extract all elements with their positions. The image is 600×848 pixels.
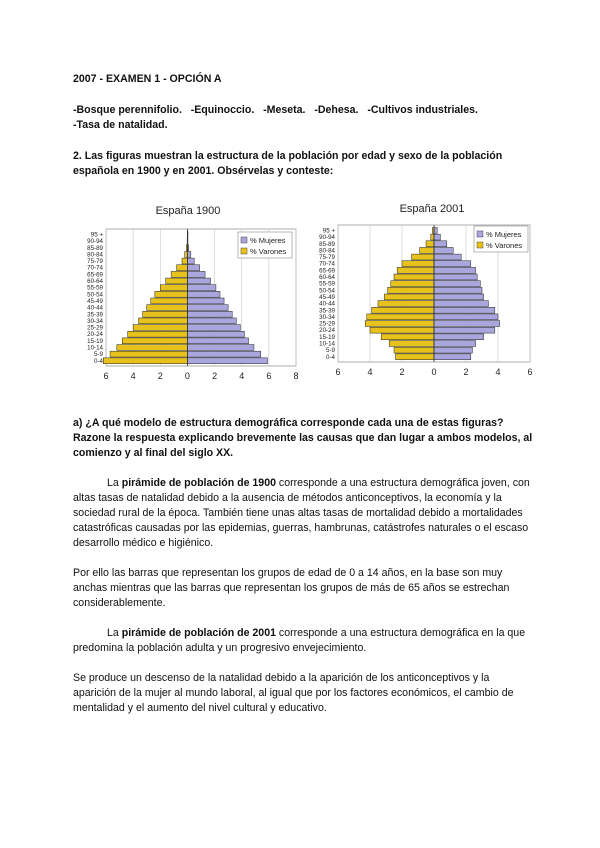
- age-label: 75-79: [87, 258, 103, 266]
- bar-mujeres: [434, 254, 461, 260]
- legend-swatch: [241, 248, 247, 254]
- bar-varones: [370, 327, 434, 333]
- bar-varones: [394, 274, 434, 280]
- age-label: 50-54: [87, 291, 103, 299]
- bar-mujeres: [434, 228, 437, 234]
- x-tick-label: 6: [335, 367, 341, 377]
- bar-varones: [166, 278, 188, 284]
- x-tick-label: 2: [463, 367, 469, 377]
- age-label: 55-59: [87, 284, 103, 292]
- bar-mujeres: [187, 278, 210, 284]
- age-label: 45-49: [319, 293, 335, 301]
- age-label: 65-69: [319, 267, 335, 275]
- bar-mujeres: [187, 338, 248, 344]
- age-label: 30-34: [319, 313, 335, 321]
- age-label: 60-64: [319, 274, 335, 281]
- age-label: 95 +: [322, 227, 335, 235]
- question-a: a) ¿A qué modelo de estructura demográfica corresponde cada una de estas figuras? Razone la respuesta explicando brevemente las causas que dan lugar a ambos modelos, al comienzo y al final del siglo XX.: [73, 417, 533, 459]
- bar-mujeres: [434, 281, 480, 287]
- legend-swatch: [477, 231, 483, 237]
- age-label: 85-89: [319, 240, 335, 248]
- page-title: 2007 - EXAMEN 1 - OPCIÓN A: [73, 73, 222, 85]
- bar-mujeres: [187, 291, 220, 297]
- x-tick-label: 6: [103, 371, 109, 381]
- x-tick-label: 4: [495, 367, 501, 377]
- age-label: 15-19: [87, 337, 103, 345]
- bar-varones: [171, 271, 187, 277]
- x-tick-label: 8: [293, 371, 299, 381]
- bar-mujeres: [187, 258, 194, 264]
- legend-label: % Varones: [250, 247, 287, 256]
- age-label: 55-59: [319, 280, 335, 288]
- age-label: 10-14: [319, 340, 335, 348]
- question-2: 2. Las figuras muestran la estructura de la población por edad y sexo de la población española en 1900 y en 2001. Obsérvelas y conteste:: [73, 150, 503, 177]
- bar-varones: [122, 338, 187, 344]
- age-label: 50-54: [319, 287, 335, 295]
- age-label: 95 +: [90, 231, 103, 239]
- bar-varones: [397, 267, 434, 273]
- bar-varones: [177, 265, 188, 271]
- bar-mujeres: [187, 325, 240, 331]
- bar-varones: [128, 331, 188, 337]
- bar-mujeres: [434, 247, 453, 253]
- bar-mujeres: [434, 234, 440, 240]
- bar-varones: [365, 321, 434, 327]
- bar-mujeres: [434, 267, 476, 273]
- bar-varones: [412, 254, 434, 260]
- age-label: 20-24: [319, 327, 335, 335]
- bar-varones: [117, 345, 188, 351]
- bar-varones: [426, 241, 434, 247]
- p2: Por ello las barras que representan los grupos de edad de 0 a 14 años, en la base son muy anchas mientras que las barras que representan los grupos de más de 65 años se estrechan considerablemente.: [73, 567, 510, 609]
- chart-title: España 1900: [155, 205, 221, 217]
- bar-mujeres: [187, 305, 228, 311]
- bar-mujeres: [434, 354, 471, 360]
- bar-varones: [384, 294, 434, 300]
- x-tick-label: 4: [130, 371, 136, 381]
- age-label: 40-44: [87, 304, 103, 312]
- bar-varones: [372, 307, 434, 313]
- x-tick-label: 0: [184, 371, 190, 381]
- bar-varones: [431, 234, 434, 240]
- bar-varones: [402, 261, 434, 267]
- answer-paragraph-3: [73, 626, 535, 656]
- age-label: 5-9: [94, 351, 103, 359]
- chart-2001: [314, 192, 550, 390]
- p3-bold: pirámide de población de 2001: [121, 627, 276, 639]
- age-label: 70-74: [319, 260, 335, 268]
- bar-mujeres: [187, 285, 216, 291]
- bar-varones: [396, 354, 434, 360]
- age-label: 80-84: [87, 251, 103, 259]
- bar-mujeres: [434, 347, 472, 353]
- legend-swatch: [241, 237, 247, 243]
- bar-varones: [155, 291, 188, 297]
- x-tick-label: 2: [212, 371, 218, 381]
- answer-paragraph-1: [73, 476, 535, 551]
- pyramid-2001-svg: [314, 192, 550, 390]
- age-label: 35-39: [87, 311, 103, 319]
- bar-varones: [391, 281, 434, 287]
- bar-varones: [103, 358, 187, 364]
- bar-varones: [143, 311, 188, 317]
- chart-title: España 2001: [399, 203, 465, 215]
- bar-mujeres: [434, 334, 484, 340]
- bar-mujeres: [434, 314, 498, 320]
- bar-varones: [133, 325, 187, 331]
- age-label: 15-19: [319, 333, 335, 341]
- legend-label: % Mujeres: [486, 230, 522, 239]
- bar-varones: [394, 347, 434, 353]
- bar-mujeres: [187, 271, 205, 277]
- legend: [238, 232, 292, 258]
- bar-mujeres: [187, 251, 190, 257]
- p3-post: corresponde a una estructura demográfica en la que predomina la población adulta y un progresivo envejecimiento.: [73, 627, 526, 654]
- bar-varones: [367, 314, 434, 320]
- age-label: 90-94: [319, 234, 335, 242]
- age-label: 90-94: [87, 238, 103, 246]
- age-label: 80-84: [319, 247, 335, 255]
- bar-mujeres: [187, 265, 199, 271]
- age-label: 30-34: [87, 317, 103, 325]
- bar-mujeres: [434, 321, 500, 327]
- p3-pre: La: [107, 627, 122, 639]
- age-label: 45-49: [87, 297, 103, 305]
- p1-post: corresponde a una estructura demográfica joven, con altas tasas de natalidad debido a la ausencia de métodos anticonceptivos, la economía y la sociedad rural de la época. También tiene unas altas tasas de mortalidad debido a mortalidades catastróficas causadas por las epidemias, guerras, hambrunas, catástrofes naturales o el escaso desarrollo médico e higiénico.: [73, 477, 530, 549]
- age-label: 65-69: [87, 271, 103, 279]
- age-label: 10-14: [87, 344, 103, 352]
- bar-mujeres: [434, 327, 495, 333]
- x-tick-label: 4: [239, 371, 245, 381]
- bar-varones: [381, 334, 434, 340]
- answer-paragraph-4: [73, 671, 535, 716]
- x-tick-label: 4: [367, 367, 373, 377]
- bar-varones: [147, 305, 188, 311]
- bar-varones: [151, 298, 188, 304]
- bar-mujeres: [434, 294, 484, 300]
- p4: Se produce un descenso de la natalidad debido a la aparición de los anticonceptivos y la aparición de la mujer al mundo laboral, al igual que por los factores económicos, el cambio de mentalidad y el aumento del nivel cultural y educativo.: [73, 672, 514, 714]
- p1-bold: pirámide de población de 1900: [121, 477, 276, 489]
- age-label: 85-89: [87, 244, 103, 252]
- bar-mujeres: [187, 298, 224, 304]
- age-label: 70-74: [87, 264, 103, 272]
- age-label: 0-4: [94, 357, 103, 365]
- bar-varones: [389, 341, 434, 347]
- age-label: 60-64: [87, 278, 103, 285]
- bar-mujeres: [434, 261, 471, 267]
- age-label: 25-29: [87, 324, 103, 332]
- age-label: 20-24: [87, 331, 103, 339]
- x-tick-label: 0: [431, 367, 437, 377]
- x-tick-label: 2: [157, 371, 163, 381]
- bar-mujeres: [434, 287, 482, 293]
- age-label: 5-9: [326, 347, 335, 355]
- bar-mujeres: [434, 341, 476, 347]
- answer-paragraph-2: [73, 566, 535, 611]
- age-label: 25-29: [319, 320, 335, 328]
- legend: [474, 226, 528, 252]
- bar-mujeres: [187, 358, 267, 364]
- bar-mujeres: [187, 331, 244, 337]
- bar-mujeres: [187, 311, 232, 317]
- bar-varones: [160, 285, 187, 291]
- x-tick-label: 6: [527, 367, 533, 377]
- bar-varones: [110, 351, 187, 357]
- bar-mujeres: [187, 318, 236, 324]
- legend-swatch: [477, 242, 483, 248]
- bar-varones: [139, 318, 188, 324]
- bar-mujeres: [434, 241, 447, 247]
- bar-mujeres: [434, 307, 495, 313]
- bar-varones: [378, 301, 434, 307]
- terms-line-1: -Bosque perennifolio. -Equinoccio. -Meseta. -Dehesa. -Cultivos industriales.: [73, 104, 478, 116]
- bar-varones: [185, 251, 188, 257]
- bar-mujeres: [187, 351, 260, 357]
- age-label: 75-79: [319, 254, 335, 262]
- age-label: 35-39: [319, 307, 335, 315]
- age-label: 40-44: [319, 300, 335, 308]
- x-tick-label: 2: [399, 367, 405, 377]
- bar-varones: [388, 287, 434, 293]
- bar-varones: [420, 247, 434, 253]
- chart-1900: [72, 194, 304, 390]
- legend-label: % Varones: [486, 241, 523, 250]
- terms-line-2: -Tasa de natalidad.: [73, 119, 168, 131]
- legend-label: % Mujeres: [250, 236, 286, 245]
- pyramid-1900-svg: [72, 194, 304, 390]
- bar-varones: [182, 258, 187, 264]
- age-label: 0-4: [326, 353, 335, 361]
- bar-mujeres: [434, 301, 488, 307]
- p1-pre: La: [107, 477, 122, 489]
- x-tick-label: 6: [266, 371, 272, 381]
- bar-mujeres: [187, 345, 254, 351]
- bar-mujeres: [434, 274, 477, 280]
